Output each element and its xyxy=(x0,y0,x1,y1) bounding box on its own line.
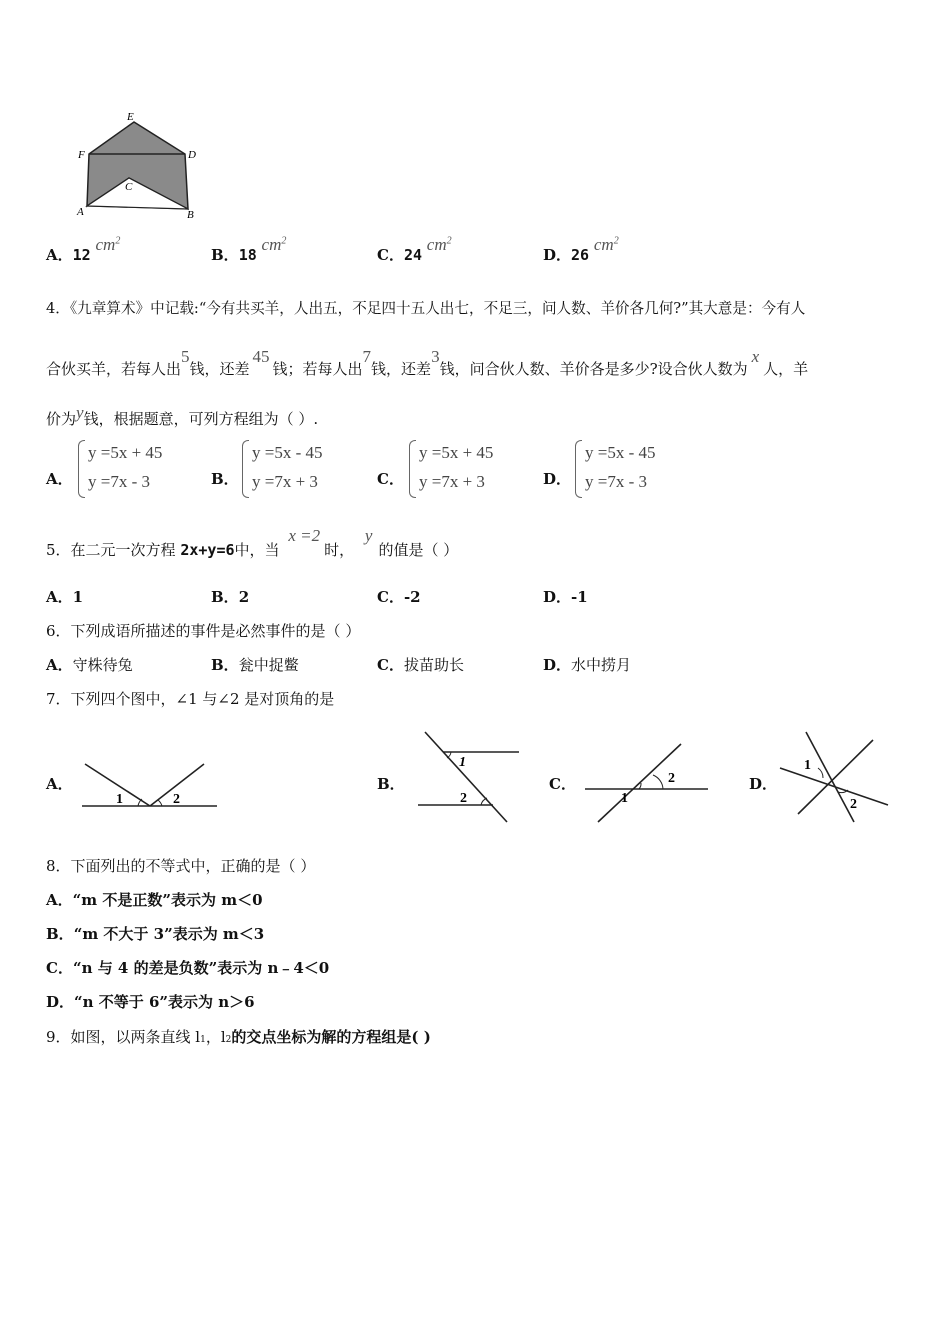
q9-stem: 9．如图，以两条直线 l1，l2的交点坐标为解的方程组是( ) xyxy=(46,1028,431,1046)
svg-text:1: 1 xyxy=(459,755,466,770)
svg-text:2: 2 xyxy=(850,797,857,812)
q4-line1: 4．《九章算术》中记载:“今有共买羊，人出五，不足四十五人出七，不足三，问人数、羊价各几何?”其大意是：今有人 xyxy=(46,300,806,317)
angle-1-label: 1 xyxy=(116,792,123,807)
q7-stem: 7．下列四个图中，∠1 与∠2 是对顶角的是 xyxy=(46,690,335,708)
q7-option-b-letter[interactable]: B． xyxy=(377,775,405,793)
q7-figure-a xyxy=(80,760,220,812)
q3-option-a[interactable]: A．12 $cm^2$ xyxy=(46,235,121,264)
brace xyxy=(78,440,85,498)
q8-option-a[interactable]: A．“m 不是正数”表示为 m＜0 xyxy=(46,891,263,909)
label-e: E xyxy=(127,111,134,123)
q5-option-a[interactable]: A．1 xyxy=(46,588,84,606)
q8-option-c[interactable]: C．“n 与 4 的差是负数”表示为 n﹣4＜0 xyxy=(46,959,330,977)
q6-option-b[interactable]: B．瓮中捉鳖 xyxy=(211,656,299,674)
q4-option-b-system: y =5x - 45 y =7x + 3 xyxy=(242,438,323,496)
svg-text:1: 1 xyxy=(621,791,628,806)
label-a: A xyxy=(77,206,84,218)
q7-option-d-letter[interactable]: D． xyxy=(749,775,778,793)
q3-option-d[interactable]: D．26 $cm^2$ xyxy=(543,235,619,264)
brace xyxy=(575,440,582,498)
q6-option-c[interactable]: C．拔苗助长 xyxy=(377,656,464,674)
brace xyxy=(409,440,416,498)
svg-text:2: 2 xyxy=(460,791,467,806)
q8-option-d[interactable]: D．“n 不等于 6”表示为 n＞6 xyxy=(46,993,255,1011)
q7-figure-d xyxy=(778,730,893,825)
q7-option-a-letter[interactable]: A． xyxy=(46,775,73,793)
q6-option-d[interactable]: D．水中捞月 xyxy=(543,656,632,674)
label-b: B xyxy=(187,209,194,221)
label-d: D xyxy=(188,149,196,161)
q4-option-a-letter[interactable]: A． xyxy=(46,470,73,488)
q4-option-a-system: y =5x + 45 y =7x - 3 xyxy=(78,438,162,496)
q3-option-b[interactable]: B．18 $cm^2$ xyxy=(211,235,287,264)
q6-option-a[interactable]: A．守株待兔 xyxy=(46,656,133,674)
angle-2-label: 2 xyxy=(173,792,180,807)
svg-text:2: 2 xyxy=(668,771,675,786)
q8-option-b[interactable]: B．“m 不大于 3”表示为 m＜3 xyxy=(46,925,265,943)
svg-text:1: 1 xyxy=(804,758,811,773)
q4-option-c-letter[interactable]: C． xyxy=(377,470,404,488)
label-f: F xyxy=(78,149,85,161)
q5-option-d[interactable]: D．-1 xyxy=(543,588,588,606)
q4-option-b-letter[interactable]: B． xyxy=(211,470,239,488)
q7-figure-b xyxy=(415,730,525,825)
q8-stem: 8．下面列出的不等式中，正确的是（ ） xyxy=(46,857,316,875)
q7-option-c-letter[interactable]: C． xyxy=(549,775,576,793)
label-c: C xyxy=(125,181,133,193)
q4-line2: 合伙买羊，若每人出5钱，还差45钱；若每人出7钱，还差3钱，问合伙人数、羊价各是多少?设合伙人数为x人，羊 xyxy=(46,347,809,378)
q4-option-d-letter[interactable]: D． xyxy=(543,470,572,488)
q5-stem: 5．在二元一次方程 2x+y=6中，当 x =2时， y的值是（ ） xyxy=(46,526,459,559)
q3-figure xyxy=(70,108,210,226)
brace xyxy=(242,440,249,498)
q5-option-c[interactable]: C．-2 xyxy=(377,588,421,606)
q4-option-c-system: y =5x + 45 y =7x + 3 xyxy=(409,438,493,496)
q7-figure-c xyxy=(583,740,713,826)
q3-option-c[interactable]: C．24 $cm^2$ xyxy=(377,235,452,264)
q4-line3: 价为y钱，根据题意，可列方程组为（ ）. xyxy=(46,403,319,428)
q4-option-d-system: y =5x - 45 y =7x - 3 xyxy=(575,438,656,496)
q6-stem: 6．下列成语所描述的事件是必然事件的是（ ） xyxy=(46,622,361,640)
q5-option-b[interactable]: B．2 xyxy=(211,588,250,606)
